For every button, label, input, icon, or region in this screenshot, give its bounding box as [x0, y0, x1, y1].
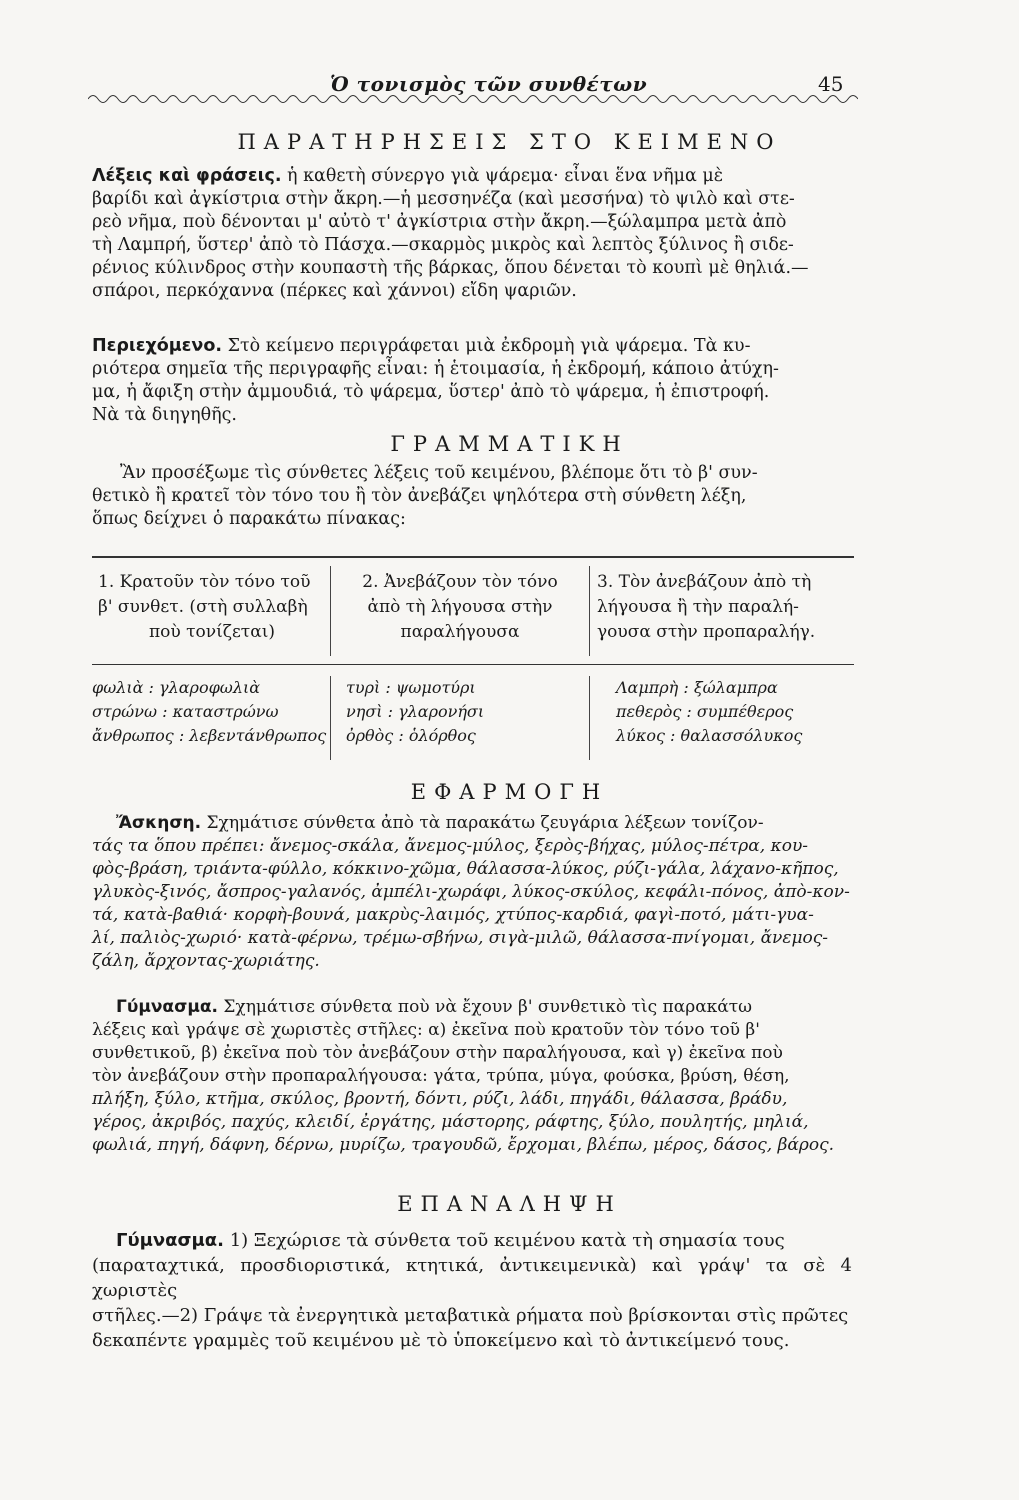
- words-line: σπάροι, περκόχαννα (πέρκες καὶ χάννοι) εἴδη ψαριῶν.: [92, 281, 577, 301]
- content-lead: Περιεχόμενο.: [92, 336, 222, 356]
- review-line: στῆλες.—2) Γράψε τὰ ἐνεργητικὰ μεταβατικὰ ρήματα ποὺ βρίσκονται στὶς πρῶτες: [92, 1305, 849, 1326]
- grammar-intro: [92, 462, 852, 531]
- table-examples-col-1: [92, 676, 328, 748]
- observations-title: ΠΑΡΑΤΗΡΗΣΕΙΣ ΣΤΟ ΚΕΙΜΕΝΟ: [237, 130, 782, 154]
- running-title: Ὁ τονισμὸς τῶν συνθέτων: [330, 72, 648, 96]
- example-pair: Λαμπρὴ : ξώλαμπρα: [616, 678, 778, 697]
- table-examples-col-2: [346, 676, 582, 748]
- gymnasma-line: Σχημάτισε σύνθετα ποὺ νὰ ἔχουν β' συνθετικὸ τὶς παρακάτω: [223, 997, 753, 1017]
- table-top-rule: [92, 556, 854, 558]
- grammar-title: ΓΡΑΜΜΑΤΙΚΗ: [390, 432, 629, 456]
- table-divider: [589, 566, 590, 656]
- review-paragraph: [92, 1228, 852, 1353]
- page-number: 45: [818, 72, 844, 96]
- words-line: ρεὸ νῆμα, ποὺ δένονται μ' αὐτὸ τ' ἀγκίστρια στὴν ἄκρη.—ξώλαμπρα μετὰ ἀπὸ: [92, 212, 787, 232]
- application-title: ΕΦΑΡΜΟΓΗ: [410, 780, 609, 804]
- header-line: 3. Τὸν ἀνεβάζουν ἀπὸ τὴ: [597, 572, 812, 592]
- words-line: ρένιος κύλινδρος στὴν κουπαστὴ τῆς βάρκας, ὅπου δένεται τὸ κουπὶ μὲ θηλιά.—: [92, 258, 809, 278]
- review-line: δεκαπέντε γραμμὲς τοῦ κειμένου μὲ τὸ ὑποκείμενο καὶ τὸ ἀντικείμενό τους.: [92, 1330, 790, 1351]
- exercise-line: λί, παλιὸς-χωριό· κατὰ-φέρνω, τρέμω-σβήνω, σιγὰ-μιλῶ, θάλασσα-πνίγομαι, ἄνεμος-: [92, 928, 829, 948]
- exercise-line: τά, κατὰ-βαθιά· κορφὴ-βουνά, μακρὺς-λαιμός, χτύπος-καρδιά, φαγὶ-ποτό, μάτι-γυα-: [92, 905, 814, 925]
- gymnasma-lead: Γύμνασμα.: [116, 997, 218, 1017]
- header-line: λήγουσα ἢ τὴν παραλή-: [597, 597, 799, 617]
- review-lead: Γύμνασμα.: [116, 1230, 224, 1251]
- grammar-intro-line: Ἂν προσέξωμε τὶς σύνθετες λέξεις τοῦ κειμένου, βλέπομε ὅτι τὸ β' συν-: [120, 463, 758, 483]
- example-pair: πεθερὸς : συμπέθερος: [616, 702, 794, 721]
- header-line: β' συνθετ. (στὴ συλλαβὴ: [98, 597, 308, 617]
- exercise-line: γλυκὸς-ξινός, ἄσπρος-γαλανός, ἀμπέλι-χωράφι, λύκος-σκύλος, κεφάλι-πόνος, ἀπὸ-κον-: [92, 882, 850, 902]
- exercise-lead: Ἄσκηση.: [116, 813, 202, 833]
- header-line: ποὺ τονίζεται): [149, 622, 275, 642]
- header-line: γουσα στὴν προπαραλήγ.: [597, 622, 816, 642]
- example-pair: ὀρθὸς : ὁλόρθος: [346, 726, 476, 745]
- content-line: ριότερα σημεῖα τῆς περιγραφῆς εἶναι: ἡ ἑτοιμασία, ἡ ἐκδρομή, κάποιο ἀτύχη-: [92, 359, 779, 379]
- content-line: Στὸ κείμενο περιγράφεται μιὰ ἐκδρομὴ γιὰ ψάρεμα. Τὰ κυ-: [227, 336, 751, 356]
- gymnasma-line: τὸν ἀνεβάζουν στὴν προπαραλήγουσα: γάτα, τρύπα, μύγα, φούσκα, βρύση, θέση,: [92, 1066, 790, 1086]
- table-divider: [330, 566, 331, 656]
- content-line: μα, ἡ ἄφιξη στὴν ἀμμουδιά, τὸ ψάρεμα, ὕστερ' ἀπὸ τὸ ψάρεμα, ἡ ἐπιστροφή.: [92, 382, 770, 402]
- table-header-col-3: [597, 570, 855, 645]
- gymnasma-line: πλήξη, ξύλο, κτῆμα, σκύλος, βροντή, δόντι, ρύζι, λάδι, πηγάδι, θάλασσα, βράδυ,: [92, 1089, 788, 1109]
- table-header-col-1: [98, 570, 326, 645]
- exercise-paragraph: [92, 812, 852, 973]
- example-pair: νησὶ : γλαρονήσι: [346, 702, 485, 721]
- gymnasma-line: λέξεις καὶ γράψε σὲ χωριστὲς στῆλες: α) ἐκεῖνα ποὺ κρατοῦν τὸν τόνο τοῦ β': [92, 1020, 760, 1040]
- example-pair: ἄνθρωπος : λεβεντάνθρωπος: [92, 726, 327, 745]
- table-mid-rule: [92, 664, 854, 665]
- review-line: 1) Ξεχώρισε τὰ σύνθετα τοῦ κειμένου κατὰ τὴ σημασία τους: [229, 1230, 785, 1251]
- exercise-line: φὸς-βράση, τριάντα-φύλλο, κόκκινο-χῶμα, θάλασσα-λύκος, ρύζι-γάλα, λάχανο-κῆπος,: [92, 859, 839, 879]
- header-line: 2. Ἀνεβάζουν τὸν τόνο: [362, 572, 558, 592]
- content-paragraph: [92, 335, 852, 427]
- words-line: ἡ καθετὴ σύνεργο γιὰ ψάρεμα· εἶναι ἕνα νῆμα μὲ: [287, 166, 724, 186]
- example-pair: φωλιὰ : γλαροφωλιὰ: [92, 678, 261, 697]
- header-line: 1. Κρατοῦν τὸν τόνο τοῦ: [98, 572, 311, 592]
- gymnasma-line: γέρος, ἀκριβός, παχύς, κλειδί, ἐργάτης, μάστορης, ράφτης, ξύλο, πουλητής, μηλιά,: [92, 1112, 809, 1132]
- table-examples-col-3: [616, 676, 856, 748]
- example-pair: τυρὶ : ψωμοτύρι: [346, 678, 476, 697]
- grammar-intro-line: θετικὸ ἢ κρατεῖ τὸν τόνο του ἢ τὸν ἀνεβάζει ψηλότερα στὴ σύνθετη λέξη,: [92, 486, 747, 506]
- review-line: (παραταχτικά, προσδιοριστικά, κτητικά, ἀντικειμενικὰ) καὶ γράψ' τα σὲ 4 χωριστὲς: [92, 1255, 852, 1301]
- review-title: ΕΠΑΝΑΛΗΨΗ: [397, 1192, 622, 1216]
- header-line: ἀπὸ τὴ λήγουσα στὴν: [367, 597, 553, 617]
- exercise-line: ζάλη, ἄρχοντας-χωριάτης.: [92, 951, 320, 971]
- gymnasma-line: συνθετικοῦ, β) ἐκεῖνα ποὺ τὸν ἀνεβάζουν στὴν παραλήγουσα, καὶ γ) ἐκεῖνα ποὺ: [92, 1043, 783, 1063]
- content-line: Νὰ τὰ διηγηθῆς.: [92, 405, 237, 425]
- header-wave-rule: [88, 92, 858, 106]
- words-line: τὴ Λαμπρή, ὕστερ' ἀπὸ τὸ Πάσχα.—σκαρμὸς μικρὸς καὶ λεπτὸς ξύλινος ἢ σιδε-: [92, 235, 794, 255]
- exercise-line: Σχημάτισε σύνθετα ἀπὸ τὰ παρακάτω ζευγάρια λέξεων τονίζον-: [206, 813, 764, 833]
- table-header-col-2: [336, 570, 584, 645]
- example-pair: λύκος : θαλασσόλυκος: [616, 726, 803, 745]
- words-line: βαρίδι καὶ ἀγκίστρια στὴν ἄκρη.—ἡ μεσσηνέζα (καὶ μεσσήνα) τὸ ψιλὸ καὶ στε-: [92, 189, 795, 209]
- gymnasma-line: φωλιά, πηγή, δάφνη, δέρνω, μυρίζω, τραγουδῶ, ἔρχομαι, βλέπω, μέρος, δάσος, βάρος.: [92, 1135, 835, 1155]
- example-pair: στρώνω : καταστρώνω: [92, 702, 279, 721]
- exercise-line: τάς τα ὅπου πρέπει: ἄνεμος-σκάλα, ἄνεμος-μύλος, ξερὸς-βήχας, μύλος-πέτρα, κου-: [92, 836, 809, 856]
- table-divider: [589, 676, 590, 760]
- words-paragraph: [92, 165, 852, 303]
- header-line: παραλήγουσα: [400, 622, 520, 642]
- words-lead: Λέξεις καὶ φράσεις.: [92, 166, 282, 186]
- grammar-intro-line: ὅπως δείχνει ὁ παρακάτω πίνακας:: [92, 509, 406, 529]
- gymnasma-paragraph: [92, 996, 852, 1157]
- table-divider: [330, 676, 331, 760]
